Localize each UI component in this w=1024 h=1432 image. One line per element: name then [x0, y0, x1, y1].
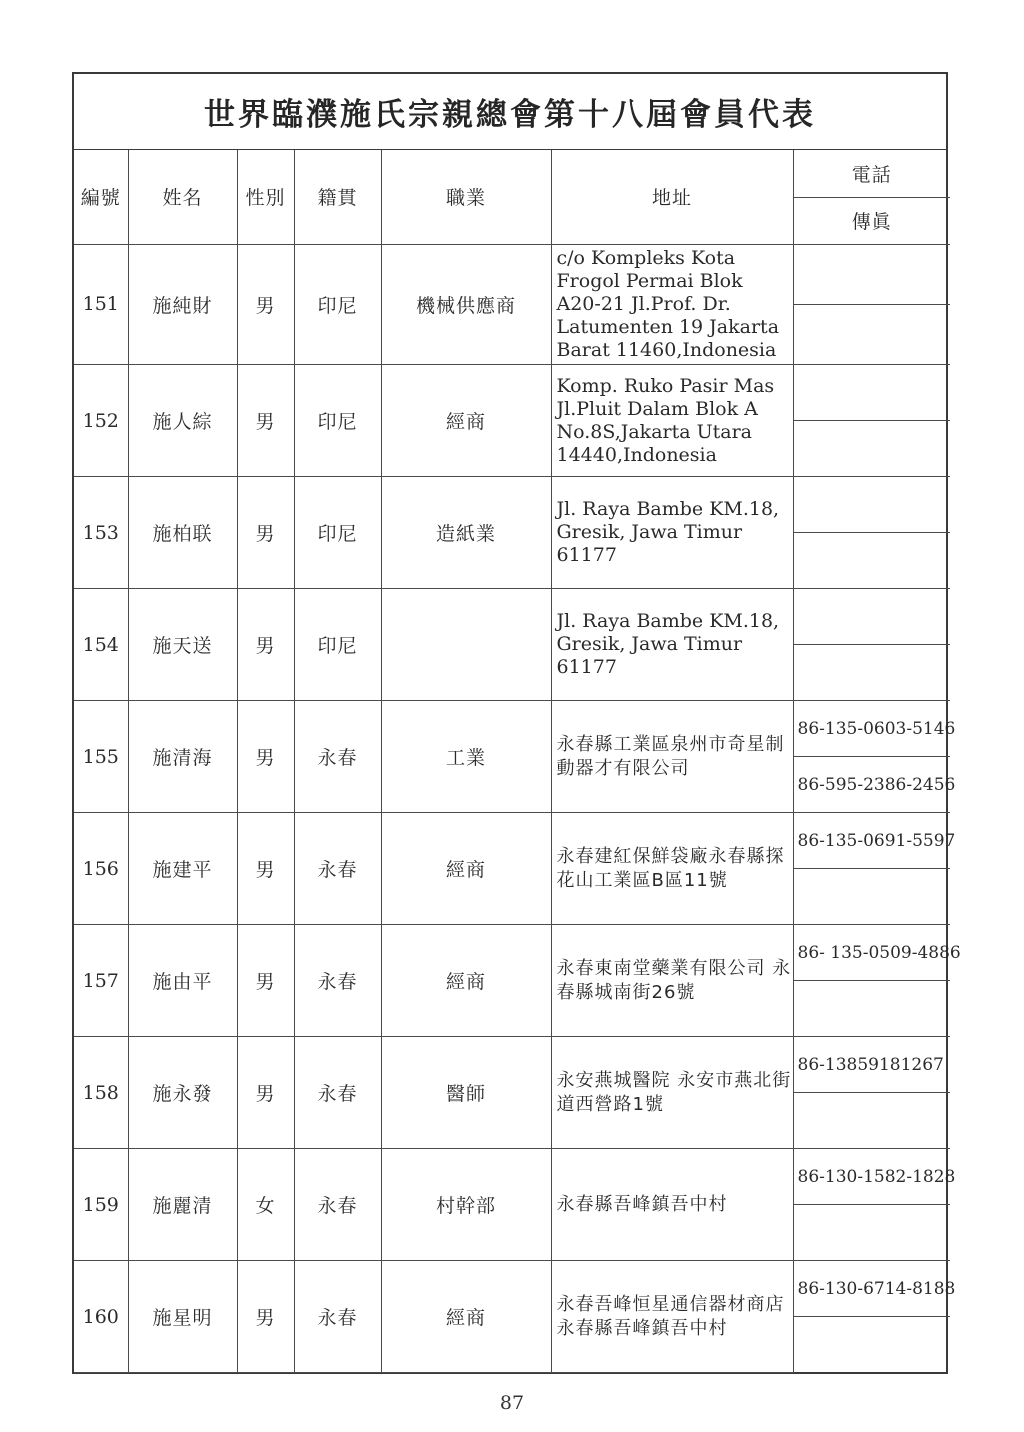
header-occupation: 職業 [381, 150, 551, 244]
row-address: 永安燕城醫院 永安市燕北街道西營路1號 [551, 1037, 793, 1149]
row-phone: 86-130-6714-8188 [793, 1261, 950, 1317]
header-origin: 籍貫 [294, 150, 381, 244]
row-occupation: 機械供應商 [381, 244, 551, 365]
table-body [74, 244, 961, 1373]
header-address: 地址 [551, 150, 793, 244]
row-phone: 86-130-1582-1828 [793, 1149, 950, 1205]
row-gender: 男 [237, 925, 294, 1037]
row-occupation [381, 589, 551, 701]
row-origin: 永春 [294, 1149, 381, 1261]
page-number: 87 [499, 1392, 525, 1414]
row-number: 157 [74, 925, 128, 1037]
member-table [74, 150, 961, 1373]
row-number: 152 [74, 365, 128, 477]
row-occupation: 村幹部 [381, 1149, 551, 1261]
row-name: 施由平 [128, 925, 237, 1037]
table-row [74, 589, 950, 645]
row-origin: 印尼 [294, 244, 381, 365]
table-row [74, 477, 950, 533]
row-gender: 女 [237, 1149, 294, 1261]
row-fax: 86-595-2386-2456 [793, 757, 950, 813]
row-gender: 男 [237, 1261, 294, 1373]
row-name: 施星明 [128, 1261, 237, 1373]
row-gender: 男 [237, 477, 294, 589]
row-origin: 永春 [294, 1037, 381, 1149]
row-origin: 印尼 [294, 589, 381, 701]
row-gender: 男 [237, 244, 294, 365]
header-gender: 性別 [237, 150, 294, 244]
row-origin: 永春 [294, 925, 381, 1037]
header-phone: 電話 [793, 150, 950, 197]
row-fax [793, 1093, 950, 1149]
row-gender: 男 [237, 813, 294, 925]
table-row [74, 813, 950, 869]
row-occupation: 經商 [381, 1261, 551, 1373]
row-occupation: 造紙業 [381, 477, 551, 589]
row-fax [793, 1205, 950, 1261]
table-row [74, 1037, 950, 1093]
page-title: 世界臨濮施氏宗親總會第十八屆會員代表 [204, 97, 816, 133]
row-origin: 印尼 [294, 365, 381, 477]
row-fax [793, 304, 950, 364]
row-fax [793, 645, 950, 701]
row-occupation: 經商 [381, 925, 551, 1037]
row-phone: 86-135-0603-5146 [793, 701, 950, 757]
row-name: 施麗清 [128, 1149, 237, 1261]
row-number: 151 [74, 244, 128, 365]
row-name: 施天送 [128, 589, 237, 701]
row-name: 施人綜 [128, 365, 237, 477]
row-gender: 男 [237, 365, 294, 477]
row-number: 154 [74, 589, 128, 701]
row-occupation: 經商 [381, 813, 551, 925]
row-address: 永春縣吾峰鎮吾中村 [551, 1149, 793, 1261]
table-row [74, 701, 950, 757]
row-number: 159 [74, 1149, 128, 1261]
header-name: 姓名 [128, 150, 237, 244]
row-origin: 永春 [294, 813, 381, 925]
row-gender: 男 [237, 701, 294, 813]
row-fax [793, 869, 950, 925]
row-address: 永春東南堂藥業有限公司 永春縣城南街26號 [551, 925, 793, 1037]
row-fax [793, 421, 950, 477]
row-number: 153 [74, 477, 128, 589]
header-fax: 傳眞 [793, 197, 950, 244]
row-phone: 86- 135-0509-4886 [793, 925, 950, 981]
header-number: 編號 [74, 150, 128, 244]
row-fax [793, 981, 950, 1037]
row-address: Jl. Raya Bambe KM.18, Gresik, Jawa Timur 61177 [551, 589, 793, 701]
row-number: 158 [74, 1037, 128, 1149]
row-fax [793, 1317, 950, 1373]
row-phone: 86-135-0691-5597 [793, 813, 950, 869]
title-row [74, 74, 946, 150]
row-occupation: 經商 [381, 365, 551, 477]
row-number: 155 [74, 701, 128, 813]
row-name: 施清海 [128, 701, 237, 813]
row-phone [793, 365, 950, 421]
table-row [74, 925, 950, 981]
row-occupation: 工業 [381, 701, 551, 813]
row-gender: 男 [237, 1037, 294, 1149]
row-address: Jl. Raya Bambe KM.18, Gresik, Jawa Timur 61177 [551, 477, 793, 589]
row-address: 永春吾峰恒星通信器材商店 永春縣吾峰鎮吾中村 [551, 1261, 793, 1373]
row-phone [793, 244, 950, 304]
row-name: 施建平 [128, 813, 237, 925]
row-address: Komp. Ruko Pasir Mas Jl.Pluit Dalam Blok A No.8S,Jakarta Utara 14440,Indonesia [551, 365, 793, 477]
table-row [74, 244, 950, 304]
row-origin: 印尼 [294, 477, 381, 589]
row-occupation: 醫師 [381, 1037, 551, 1149]
row-origin: 永春 [294, 701, 381, 813]
row-number: 156 [74, 813, 128, 925]
row-origin: 永春 [294, 1261, 381, 1373]
row-fax [793, 533, 950, 589]
table-row [74, 365, 950, 421]
table-row [74, 1149, 950, 1205]
member-table-sheet [72, 72, 961, 1374]
row-name: 施柏联 [128, 477, 237, 589]
row-number: 160 [74, 1261, 128, 1373]
row-gender: 男 [237, 589, 294, 701]
row-phone [793, 477, 950, 533]
row-address: 永春縣工業區泉州市奇星制動器才有限公司 [551, 701, 793, 813]
row-name: 施永發 [128, 1037, 237, 1149]
row-phone [793, 589, 950, 645]
row-address: 永春建紅保鮮袋廠永春縣探花山工業區B區11號 [551, 813, 793, 925]
header-row-top [74, 150, 950, 197]
table-row [74, 1261, 950, 1317]
row-address: c/o Kompleks Kota Frogol Permai Blok A20-21 Jl.Prof. Dr. Latumenten 19 Jakarta Barat 11460,Indonesia [551, 244, 793, 365]
row-name: 施純財 [128, 244, 237, 365]
row-phone: 86-13859181267 [793, 1037, 950, 1093]
